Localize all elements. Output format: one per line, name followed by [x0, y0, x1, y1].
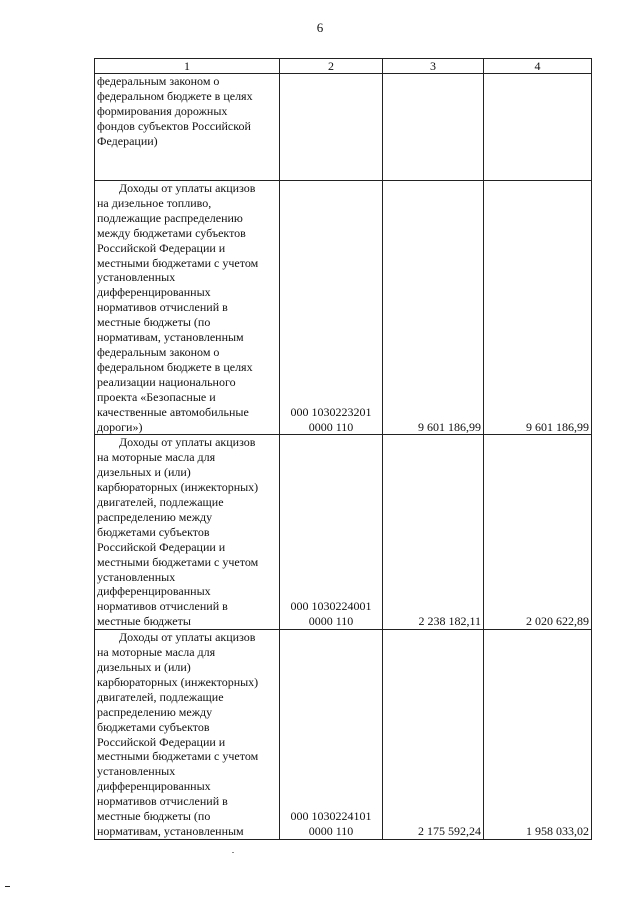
description-line: установленных	[97, 764, 176, 779]
description-line: установленных	[97, 569, 176, 584]
description-line: федеральном бюджете в целях	[97, 359, 253, 374]
revenue-table	[94, 58, 592, 840]
row-value-col3: 2 175 592,24	[383, 630, 484, 840]
code-line: 000 1030224001	[290, 599, 372, 614]
description-line: формирования дорожных	[97, 103, 228, 118]
description-line: двигателей, подлежащие	[97, 689, 224, 704]
description-line: нормативов отчислений в	[97, 794, 228, 809]
code-line: 0000 110	[308, 823, 354, 838]
column-header-2: 2	[280, 59, 383, 74]
description-line: местными бюджетами с учетом	[97, 255, 259, 270]
table-row	[95, 630, 592, 840]
description-line: бюджетами субъектов	[97, 524, 210, 539]
table-row	[95, 435, 592, 630]
description-line: дизельных и (или)	[97, 660, 191, 674]
row-description	[95, 435, 280, 630]
row-description	[95, 181, 280, 435]
description-line: на дизельное топливо,	[97, 195, 212, 210]
description-line: на моторные масла для	[97, 450, 216, 465]
code-line: 0000 110	[308, 614, 354, 629]
description-line: распределению между	[97, 509, 213, 524]
description-line: Доходы от уплаты акцизов	[119, 181, 256, 195]
description-line: фондов субъектов Российской	[97, 118, 251, 133]
column-header-4: 4	[484, 59, 592, 74]
code-line: 000 1030224101	[290, 809, 372, 824]
description-line: дизельных и (или)	[97, 465, 191, 480]
description-line: карбюраторных (инжекторных)	[97, 674, 259, 689]
description-line: Доходы от уплаты акцизов	[119, 630, 256, 645]
table-row	[95, 74, 592, 181]
description-line: Российской Федерации и	[97, 539, 226, 554]
row-value-col4: 1 958 033,02	[484, 630, 592, 840]
row-value-col4	[484, 74, 592, 181]
description-line: нормативов отчислений в	[97, 599, 228, 614]
row-code	[280, 74, 383, 181]
description-line: федеральном бюджете в целях	[97, 88, 253, 103]
row-description	[95, 74, 280, 181]
description-line: местные бюджеты (по	[97, 809, 211, 824]
description-line: подлежащие распределению	[97, 210, 243, 225]
description-line: установленных	[97, 270, 176, 285]
page-number: 6	[316, 20, 324, 35]
description-line: проекта «Безопасные и	[97, 389, 216, 404]
description-line: нормативам, установленным	[97, 823, 244, 838]
row-description	[95, 630, 280, 840]
table-header-row	[95, 59, 592, 74]
row-value-col3: 9 601 186,99	[383, 181, 484, 435]
code-line: 000 1030223201	[290, 404, 372, 419]
column-header-1: 1	[95, 59, 280, 74]
description-line: качественные автомобильные	[97, 404, 249, 419]
description-line: местными бюджетами с учетом	[97, 749, 259, 764]
row-value-col4: 2 020 622,89	[484, 435, 592, 630]
description-line: распределению между	[97, 704, 213, 719]
description-line: местными бюджетами с учетом	[97, 554, 259, 569]
row-code	[280, 630, 383, 840]
description-line: дифференцированных	[97, 285, 211, 300]
row-value-col4: 9 601 186,99	[484, 181, 592, 435]
description-line: на моторные масла для	[97, 645, 216, 660]
code-line: 0000 110	[308, 419, 354, 434]
description-line: федеральным законом о	[97, 74, 220, 88]
description-line: Российской Федерации и	[97, 240, 226, 255]
row-value-col3	[383, 74, 484, 181]
description-line: Доходы от уплаты акцизов	[119, 435, 256, 450]
column-header-3: 3	[383, 59, 484, 74]
description-line: между бюджетами субъектов	[97, 225, 246, 240]
scan-speck	[232, 852, 234, 853]
description-line: Российской Федерации и	[97, 734, 226, 749]
table-row	[95, 181, 592, 435]
description-line: федеральным законом о	[97, 344, 220, 359]
description-line: нормативов отчислений в	[97, 300, 228, 315]
description-line: двигателей, подлежащие	[97, 495, 224, 510]
row-code	[280, 181, 383, 435]
description-line: Федерации)	[97, 133, 158, 148]
description-line: карбюраторных (инжекторных)	[97, 480, 259, 495]
description-line: дифференцированных	[97, 584, 211, 599]
description-line: дифференцированных	[97, 779, 211, 794]
description-line: нормативам, установленным	[97, 330, 244, 345]
description-line: реализации национального	[97, 374, 236, 389]
row-value-col3: 2 238 182,11	[383, 435, 484, 630]
description-line: местные бюджеты	[97, 614, 191, 629]
description-line: дороги»)	[97, 419, 143, 434]
margin-mark	[5, 886, 10, 887]
description-line: бюджетами субъектов	[97, 719, 210, 734]
row-code	[280, 435, 383, 630]
description-line: местные бюджеты (по	[97, 315, 211, 330]
table-body	[95, 74, 592, 840]
